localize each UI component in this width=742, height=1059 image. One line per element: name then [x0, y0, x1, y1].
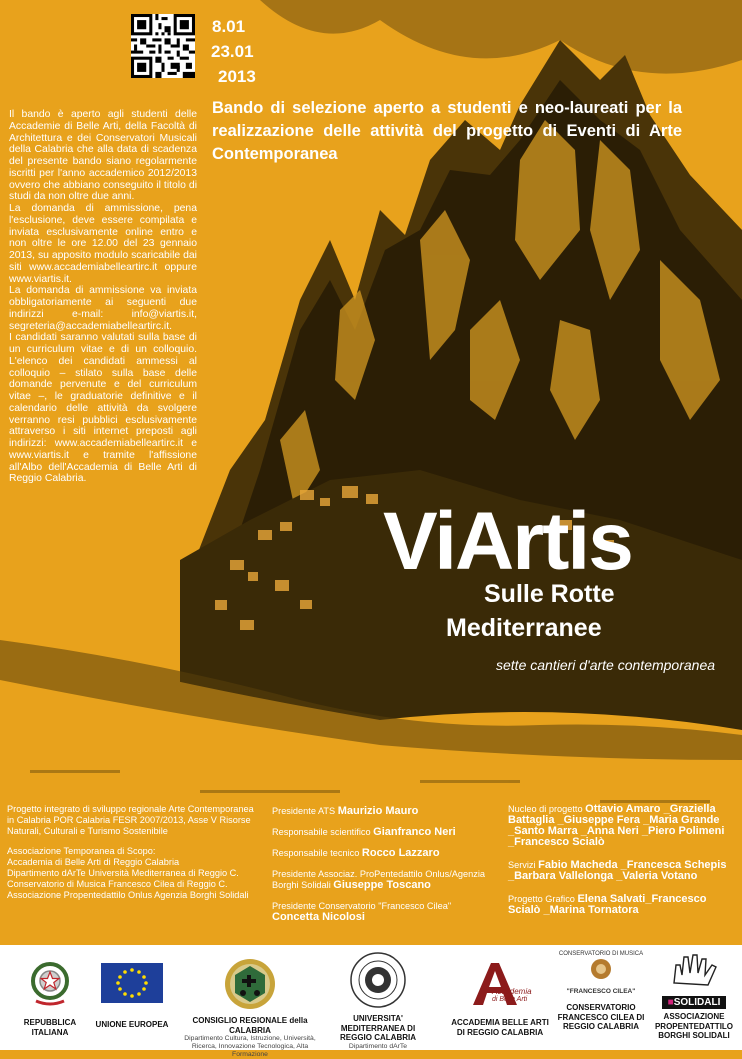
partner-line: Accademia di Belle Arti di Reggio Calabria: [7, 857, 180, 867]
accademia-word: Accademia: [492, 987, 532, 996]
logo-accademia: [450, 957, 550, 1037]
credit-name: Fabio Macheda _Francesca Schepis _Barbara Vallelonga _Valeria Votano: [508, 859, 727, 882]
date-year: 2013: [218, 67, 256, 86]
credit-role: Progetto Grafico: [508, 894, 575, 904]
eu-flag-icon: [101, 963, 163, 1003]
credit-row: [508, 860, 736, 882]
dates: [212, 14, 256, 89]
call-details: [9, 109, 197, 485]
brand-subtitle-line1: Sulle Rotte: [484, 580, 615, 608]
logo-subcaption: Dipartimento dArTe: [348, 1042, 408, 1050]
partner-line: Associazione Temporanea di Scopo:: [7, 846, 156, 856]
credit-role: Nucleo di progetto: [508, 804, 583, 814]
partner-line: Conservatorio di Musica Francesco Cilea di Reggio C.: [7, 879, 228, 889]
solidali-badge: ■SOLIDALI: [662, 996, 727, 1009]
call-paragraph: I candidati saranno valutati sulla base di un curriculum vitae e di un colloquio. L'elenco dei candidati ammessi al colloquio – stilato sulla base delle domande pervenute e del curriculum vitae –, le graduatorie definitive e il calendario delle attività da svolgere verranno resi pubblici esclusivamente attraverso i siti internet preposti agli indirizzi: www.accademiabelleartirc.it e www.viartis.it e tramite l'affissione all'Albo dell'Accademia di Belle Arti di Reggio Calabria.: [9, 332, 197, 485]
partner-line: Associazione Propentedattilo Onlus Agenzia Borghi Solidali: [7, 890, 249, 900]
brand-tagline: sette cantieri d'arte contemporanea: [496, 657, 716, 673]
brand-subtitle-line2: Mediterranee: [446, 614, 602, 642]
conservatory-emblem-icon: [586, 957, 616, 983]
hand-outline-icon: [664, 953, 724, 987]
credit-row: [508, 894, 736, 916]
credit-role: Presidente ATS: [272, 806, 336, 816]
logo-repubblica: [5, 957, 95, 1037]
credit-name: Rocco Lazzaro: [361, 847, 440, 859]
call-paragraph: La domanda di ammissione, pena l'esclusione, deve essere compilata e inviata esclusivamente online entro e non oltre le ore 12.00 del 23 gennaio 2013, su apposito modulo scaricabile dai siti www.accademiabelleartirc.it oppure www.viartis.it.: [9, 203, 197, 285]
credit-role: Presidente Conservatorio "Francesco Cilea": [272, 901, 452, 911]
credits-left: [7, 804, 257, 901]
logo-subcaption: Dipartimento Cultura, Istruzione, Università, Ricerca, Innovazione Tecnologica, Alta Formazione: [184, 1035, 316, 1058]
credits-middle: [272, 806, 492, 933]
partner-line: Dipartimento dArTe Università Mediterranea di Reggio C.: [7, 868, 239, 878]
credit-name: Elena Salvati_Francesco Scialò _Marina Tornatora: [508, 893, 707, 916]
logo-propentedattilo: [648, 957, 740, 1041]
credit-name: Gianfranco Neri: [373, 826, 456, 838]
credit-name: Maurizio Mauro: [337, 805, 419, 817]
logo-universita: [326, 957, 430, 1051]
logo-caption: UNIONE EUROPEA: [95, 1020, 169, 1029]
logo-caption: REPUBBLICA ITALIANA: [23, 1018, 77, 1037]
call-paragraph: La domanda di ammissione va inviata obbligatoriamente ai seguenti due indirizzi e-mail: info@viartis.it, segreteria@accademiabelleartirc.it.: [9, 285, 197, 332]
credit-row: [272, 806, 492, 817]
cilea-name: "FRANCESCO CILEA": [566, 988, 636, 995]
credit-row: [272, 901, 492, 923]
logo-caption: ACCADEMIA BELLE ARTI DI REGGIO CALABRIA: [451, 1018, 549, 1037]
cilea-header: CONSERVATORIO DI MUSICA: [558, 951, 644, 957]
date-start: 8.01: [212, 17, 246, 36]
credit-role: Responsabile scientifico: [272, 827, 371, 837]
logo-caption: UNIVERSITA' MEDITERRANEA DI REGGIO CALABRIA: [340, 1014, 416, 1042]
project-description: Progetto integrato di sviluppo regionale Arte Contemporanea in Calabria POR Calabria FESR 2007/2013, Asse V Risorse Naturali, Culturali e Turismo Sostenibile: [7, 804, 254, 836]
credit-name: Ottavio Amaro _Graziella Battaglia _Giuseppe Fera _Maria Grande _Santo Marra _Anna Neri _Piero Polimeni _Francesco Scialò: [508, 803, 725, 848]
credit-row: [272, 848, 492, 859]
credit-row: [508, 804, 736, 848]
calabria-region-icon: [223, 957, 277, 1011]
credit-role: Presidente Associaz. ProPentedattilo Onlus/Agenzia Borghi Solidali: [272, 869, 485, 890]
logo-caption: CONSERVATORIO FRANCESCO CILEA DI REGGIO CALABRIA: [557, 1003, 645, 1031]
credit-role: Responsabile tecnico: [272, 848, 360, 858]
brand-title: ViArtis: [383, 496, 632, 587]
qr-code[interactable]: [131, 14, 195, 78]
logo-conservatorio: [556, 951, 646, 1032]
credit-row: [272, 869, 492, 891]
credit-name: Giuseppe Toscano: [333, 879, 431, 891]
logo-caption: ASSOCIAZIONE PROPENTEDATTILO BORGHI SOLIDALI: [654, 1012, 734, 1040]
logo-unione-europea: [92, 957, 172, 1030]
date-end: 23.01: [211, 42, 254, 61]
solidali-word: SOLIDALI: [673, 997, 721, 1008]
credit-role: Servizi: [508, 860, 536, 870]
headline: Bando di selezione aperto a studenti e neo-laureati per la realizzazione delle attività del progetto di Eventi di Arte Contemporanea: [212, 99, 682, 163]
credit-row: [272, 827, 492, 838]
call-paragraph: Il bando è aperto agli studenti delle Accademie di Belle Arti, della Facoltà di Architettura e dei Conservatori Musicali della Calabria che alla data di scadenza del presente bando siano regolarmente iscritti per l'anno accademico 2012/2013 ovvero che abbiano conseguito il titolo di studi da non oltre due anni.: [9, 109, 197, 203]
university-seal-icon: [349, 951, 407, 1009]
sponsor-logos: [0, 945, 742, 1058]
credits-right: [508, 804, 736, 926]
accademia-word-2: di Belle Arti: [492, 996, 528, 1003]
logo-calabria: [180, 957, 320, 1059]
qr-code-icon: [131, 14, 195, 78]
credit-name: Concetta Nicolosi: [272, 911, 365, 923]
logo-caption: CONSIGLIO REGIONALE della CALABRIA: [192, 1016, 308, 1035]
italian-emblem-icon: [28, 957, 72, 1009]
